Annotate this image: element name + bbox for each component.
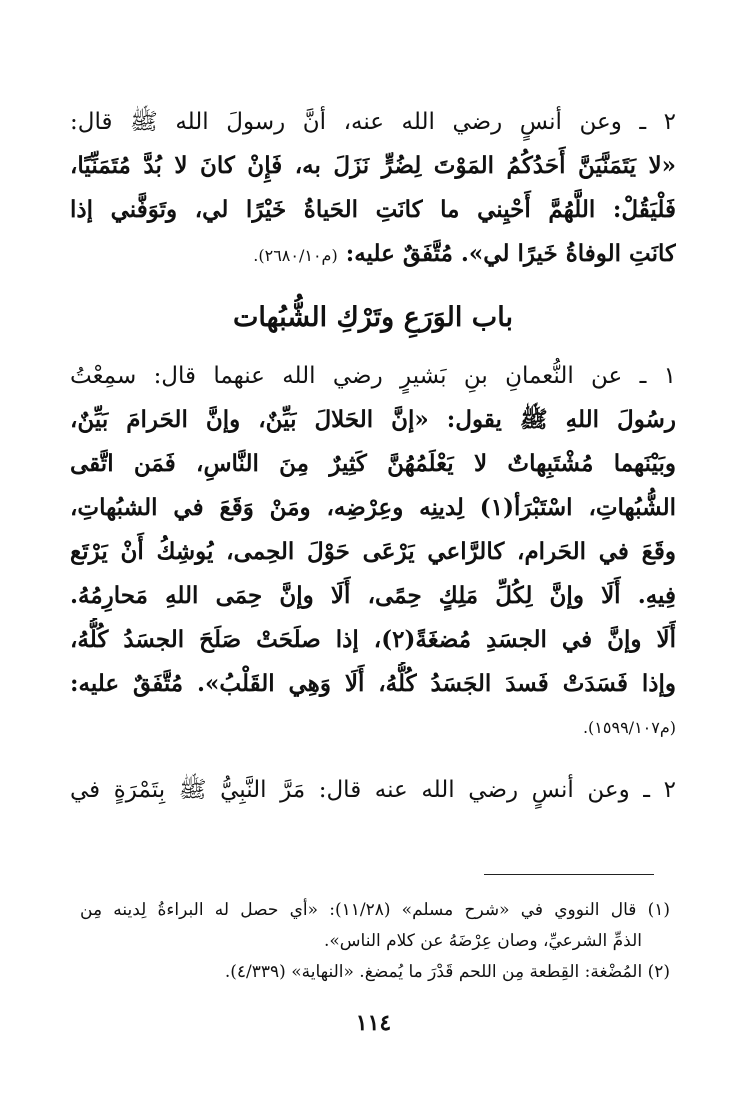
hadith-paragraph-anas-1	[70, 100, 676, 278]
text-line: فِيهِ. أَلَا وإنَّ لِكُلِّ مَلِكٍ حِمًى، أَلَا وإنَّ حِمَى اللهِ مَحارِمُهُ.	[70, 582, 676, 609]
reference-citation: (م١٥٩٩/١٠٧).	[582, 718, 676, 737]
text-line: «لا يَتَمَنَّيَنَّ أَحَدُكُمُ المَوْتَ لِضُرٍّ نَزَلَ به، فَإِنْ كانَ لا بُدَّ مُتَمَنِّيًا،	[70, 152, 676, 179]
footnotes	[80, 895, 670, 988]
footnote-line: الذمِّ الشرعيِّ، وصان عِرْضَهُ عن كلام الناس».	[323, 931, 642, 951]
page-number: ١١٤	[355, 1010, 392, 1036]
text-line: رسُولَ اللهِ ﷺ يقول: «إنَّ الحَلالَ بَيِّنٌ، وإنَّ الحَرامَ بَيِّنٌ،	[70, 406, 676, 433]
text-line: الشُّبُهاتِ، اسْتَبْرَأ(١) لِدينِه وعِرْضِه، ومَنْ وَقَعَ في الشبُهاتِ،	[70, 494, 676, 521]
text-line: فَلْيَقُلْ: اللَّهُمَّ أَحْيِني ما كانَتِ الحَياةُ خَيْرًا لي، وتَوَفَّني إذا	[70, 196, 676, 223]
page-body	[70, 100, 676, 812]
text-line: وقَعَ في الحَرام، كالرَّاعي يَرْعَى حَوْلَ الحِمى، يُوشِكُ أَنْ يَرْتَع	[70, 538, 676, 565]
text-line: كانَتِ الوفاةُ خَيرًا لي». مُتَّفَقٌ عليه:	[337, 240, 676, 267]
text-line: ١ ـ عن النُّعمانِ بنِ بَشيرٍ رضي الله عنهما قال: سمِعْتُ	[70, 363, 676, 389]
text-line: ٢ ـ وعن أنسٍ رضي الله عنه، أنَّ رسولَ الله ﷺ قال:	[70, 109, 676, 135]
reference-citation: (م٢٦٨٠/١٠).	[253, 246, 338, 265]
footnote-1	[80, 895, 670, 957]
hadith-paragraph-numan	[70, 354, 676, 750]
text-line: ٢ ـ وعن أنسٍ رضي الله عنه قال: مَرَّ النَّبِيُّ ﷺ بِتَمْرَةٍ في	[70, 777, 676, 803]
text-line: وبَيْنَهما مُشْتَبِهاتٌ لا يَعْلَمُهُنَّ كَثِيرٌ مِنَ النَّاسِ، فَمَن اتَّقى	[70, 450, 676, 477]
text-line-with-reference	[70, 232, 676, 278]
footnote-line: (١) قال النووي في «شرح مسلم» (١١/٢٨): «أي حصل له البراءةُ لِدينه مِن	[80, 900, 670, 920]
paragraph-spacer	[70, 750, 676, 768]
hadith-paragraph-anas-2	[70, 768, 676, 812]
footnote-divider	[484, 874, 654, 875]
footnote-2	[80, 957, 670, 988]
text-line: وإذا فَسَدَتْ فَسدَ الجَسَدُ كُلُّهُ، أَلَا وَهِي القَلْبُ». مُتَّفَقٌ عليه:	[70, 670, 676, 697]
footnote-line: (٢) المُضْغة: القِطعة مِن اللحم قَدْرَ ما يُمضغ. «النهاية» (٤/٣٣٩).	[224, 962, 670, 982]
text-line: أَلَا وإنَّ في الجسَدِ مُضغَةً(٢)، إذا صلَحَتْ صَلَحَ الجسَدُ كُلُّهُ،	[70, 626, 676, 653]
chapter-title: باب الوَرَعِ وتَرْكِ الشُّبُهات	[233, 302, 513, 333]
